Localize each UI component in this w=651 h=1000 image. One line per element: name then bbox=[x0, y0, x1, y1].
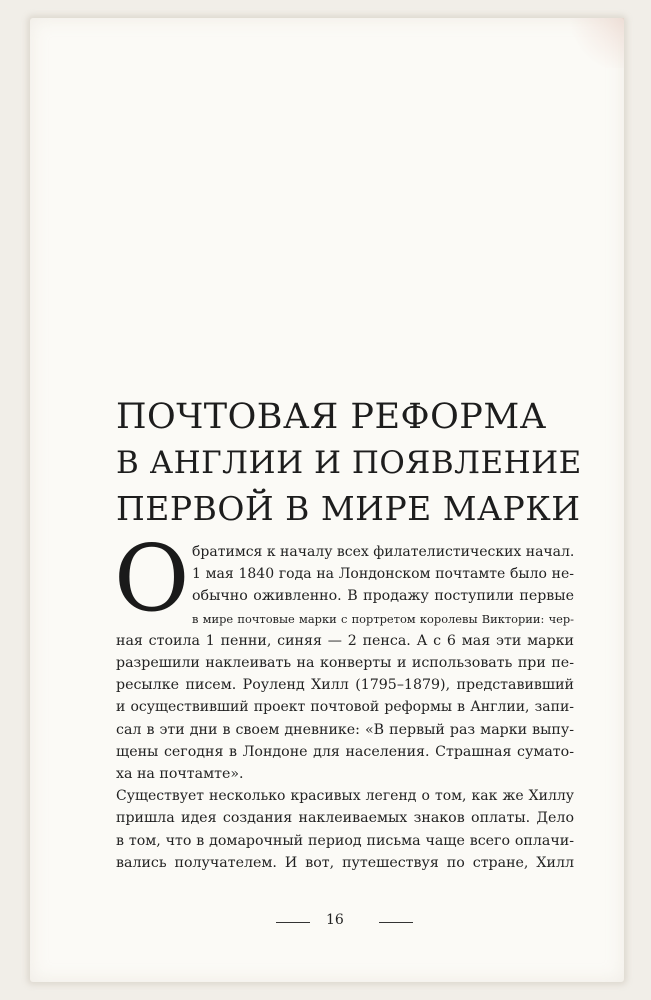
text-line: сал в эти дни в своем дневнике: «В первый раз марки выпу- bbox=[116, 721, 574, 738]
text-line: обычно оживленно. В продажу поступили первые bbox=[192, 588, 574, 605]
text-line: ная стоила 1 пенни, синяя — 2 пенса. А с 6 мая эти марки bbox=[116, 632, 574, 649]
text-line: братимся к началу всех филателистических начал. bbox=[192, 544, 575, 560]
text-line: и осуществивший проект почтовой реформы в Англии, запи- bbox=[116, 699, 574, 716]
page-number: 16 bbox=[326, 912, 344, 928]
body-text bbox=[114, 525, 575, 874]
chapter-title bbox=[116, 394, 586, 532]
title-line: В АНГЛИИ И ПОЯВЛЕНИЕ bbox=[116, 445, 582, 481]
text-line: ресылке писем. Роуленд Хилл (1795–1879), представивший bbox=[116, 677, 574, 694]
text-line: 1 мая 1840 года на Лондонском почтамте было не- bbox=[192, 566, 574, 583]
title-line: ПОЧТОВАЯ РЕФОРМА bbox=[116, 397, 547, 437]
text-line: разрешили наклеивать на конверты и использовать при пе- bbox=[116, 655, 574, 672]
page-footer bbox=[0, 910, 651, 940]
text-line: в мире почтовые марки с портретом королевы Виктории: чер- bbox=[192, 611, 574, 626]
text-line: Существует несколько красивых легенд о том, как же Хиллу bbox=[116, 788, 574, 805]
title-line: ПЕРВОЙ В МИРЕ МАРКИ bbox=[116, 489, 581, 528]
footer-rule-left bbox=[276, 922, 310, 923]
text-line: пришла идея создания наклеиваемых знаков оплаты. Дело bbox=[116, 810, 574, 827]
text-line: ха на почтамте». bbox=[116, 766, 244, 783]
footer-rule-right bbox=[379, 922, 413, 923]
text-line: в том, что в домарочный период письма чаще всего оплачи- bbox=[116, 832, 574, 849]
paper-stain bbox=[564, 18, 624, 68]
drop-cap: О bbox=[114, 525, 190, 632]
text-line: щены сегодня в Лондоне для населения. Страшная сумато- bbox=[116, 743, 574, 760]
text-line: вались получателем. И вот, путешествуя по стране, Хилл bbox=[116, 854, 574, 871]
